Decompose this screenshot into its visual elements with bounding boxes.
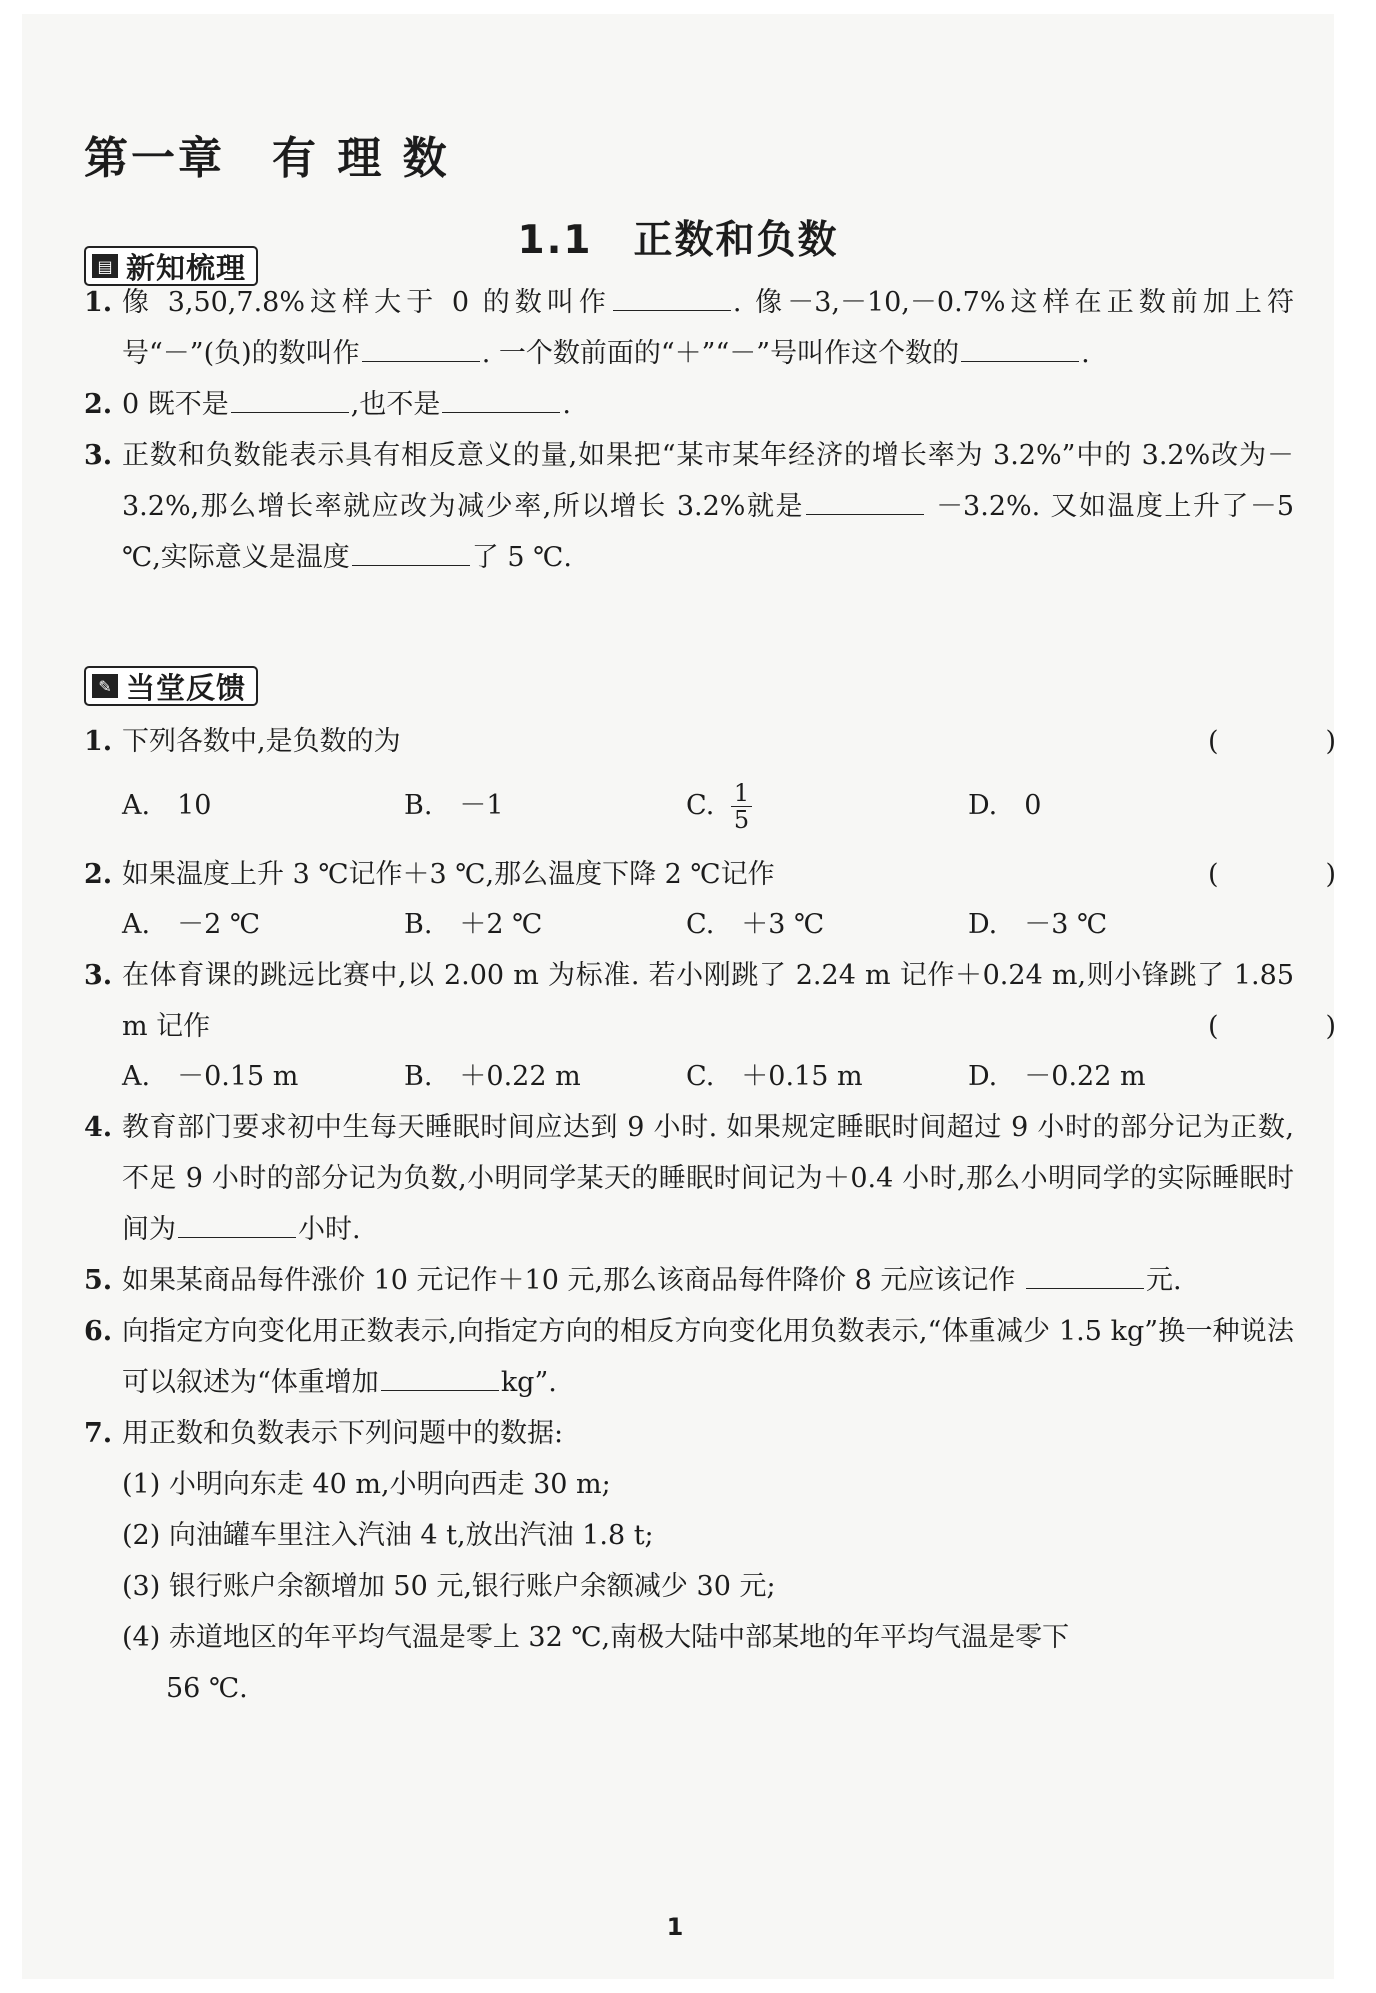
answer-paren[interactable]: ( ) <box>1208 1011 1376 1042</box>
option-d[interactable]: D. －0.22 m <box>968 1061 1146 1092</box>
workbook-page <box>22 14 1376 1979</box>
option-a[interactable]: A. －0.15 m <box>122 1061 299 1092</box>
chapter-title: 第一章 有 理 数 <box>84 133 450 184</box>
answer-paren[interactable]: ( ) <box>1208 859 1376 890</box>
answer-blank[interactable] <box>362 360 480 362</box>
answer-blank[interactable] <box>381 1389 499 1391</box>
answer-blank[interactable] <box>352 564 470 566</box>
option-c[interactable]: C. $\frac{1}{5}$ <box>686 767 968 845</box>
sub-item-2: (2) 向油罐车里注入汽油 4 t,放出汽油 1.8 t; <box>122 1520 654 1551</box>
option-b[interactable]: B. －1 <box>404 790 504 821</box>
option-d[interactable]: D. －3 ℃ <box>968 909 1108 940</box>
option-d[interactable]: D. 0 <box>968 790 1042 821</box>
knowledge-question-1: 1. 像 3,50,7.8%这样大于 0 的数叫作 . 像－3,－10,－0.7%这样在正数前加上符号“－”(负)的数叫作 . 一个数前面的“＋”“－”号叫作这个数的 . <box>84 287 1294 369</box>
knowledge-question-2: 2. 0 既不是 ,也不是 . <box>84 389 571 420</box>
book-icon: ▤ <box>92 254 118 278</box>
feedback-question-4: 4. 教育部门要求初中生每天睡眠时间应达到 9 小时. 如果规定睡眠时间超过 9 小时的部分记为正数,不足 9 小时的部分记为负数,小明同学某天的睡眠时间记为＋0.4 小时,那么小明同学的实际睡眠时间为 小时. <box>84 1112 1294 1245</box>
option-a[interactable]: A. －2 ℃ <box>122 909 261 940</box>
answer-blank[interactable] <box>806 513 924 515</box>
section-tag-label: 当堂反馈 <box>126 670 247 705</box>
option-c[interactable]: C. ＋0.15 m <box>686 1061 863 1092</box>
options-row <box>84 900 1294 950</box>
sub-item-3: (3) 银行账户余额增加 50 元,银行账户余额减少 30 元; <box>122 1571 776 1602</box>
fraction: $\frac{1}{5}$ <box>731 780 752 833</box>
feedback-block <box>84 716 1376 1714</box>
answer-blank[interactable] <box>961 360 1079 362</box>
option-a[interactable]: A. 10 <box>122 790 212 821</box>
knowledge-block <box>84 277 1294 583</box>
sub-item-4: (4) 赤道地区的年平均气温是零上 32 ℃,南极大陆中部某地的年平均气温是零下 <box>122 1622 1070 1653</box>
page-number: 1 <box>666 1913 684 1941</box>
answer-blank[interactable] <box>1026 1287 1144 1289</box>
feedback-question-2: ( ) 2. 如果温度上升 3 ℃记作＋3 ℃,那么温度下降 2 ℃记作 <box>84 849 1294 900</box>
options-row <box>84 1052 1294 1102</box>
knowledge-question-3: 3. 正数和负数能表示具有相反意义的量,如果把“某市某年经济的增长率为 3.2%”中的 3.2%改为－3.2%,那么增长率就应改为减少率,所以增长 3.2%就是 －3.2%. 又如温度上升了－5 ℃,实际意义是温度 了 5 ℃. <box>84 440 1295 573</box>
feedback-question-5: 5. 如果某商品每件涨价 10 元记作＋10 元,那么该商品每件降价 8 元应该记作 元. <box>84 1265 1182 1296</box>
pencil-icon: ✎ <box>92 674 118 698</box>
answer-blank[interactable] <box>231 411 349 413</box>
sub-item-1: (1) 小明向东走 40 m,小明向西走 30 m; <box>122 1469 611 1500</box>
section-tag-label: 新知梳理 <box>126 250 247 285</box>
sub-item-4-continued: 56 ℃. <box>166 1673 248 1704</box>
feedback-question-1: ( ) 1. 下列各数中,是负数的为 <box>84 716 1294 767</box>
answer-blank[interactable] <box>442 411 560 413</box>
option-c[interactable]: C. ＋3 ℃ <box>686 909 825 940</box>
answer-blank[interactable] <box>613 309 731 311</box>
answer-blank[interactable] <box>178 1236 296 1238</box>
option-b[interactable]: B. ＋2 ℃ <box>404 909 543 940</box>
option-b[interactable]: B. ＋0.22 m <box>404 1061 581 1092</box>
feedback-question-6: 6. 向指定方向变化用正数表示,向指定方向的相反方向变化用负数表示,“体重减少 1.5 kg”换一种说法可以叙述为“体重增加 kg”. <box>84 1316 1294 1398</box>
section-title: 1.1 正数和负数 <box>517 218 839 263</box>
feedback-question-7: 7. 用正数和负数表示下列问题中的数据: <box>84 1418 564 1449</box>
answer-paren[interactable]: ( ) <box>1208 726 1376 757</box>
section-tag-feedback <box>84 666 258 706</box>
feedback-question-3: 3. 在体育课的跳远比赛中,以 2.00 m 为标准. 若小刚跳了 2.24 m 记作＋0.24 m,则小锋跳了 1.85 m 记作 ( ) <box>84 950 1294 1052</box>
options-row <box>84 767 1294 845</box>
